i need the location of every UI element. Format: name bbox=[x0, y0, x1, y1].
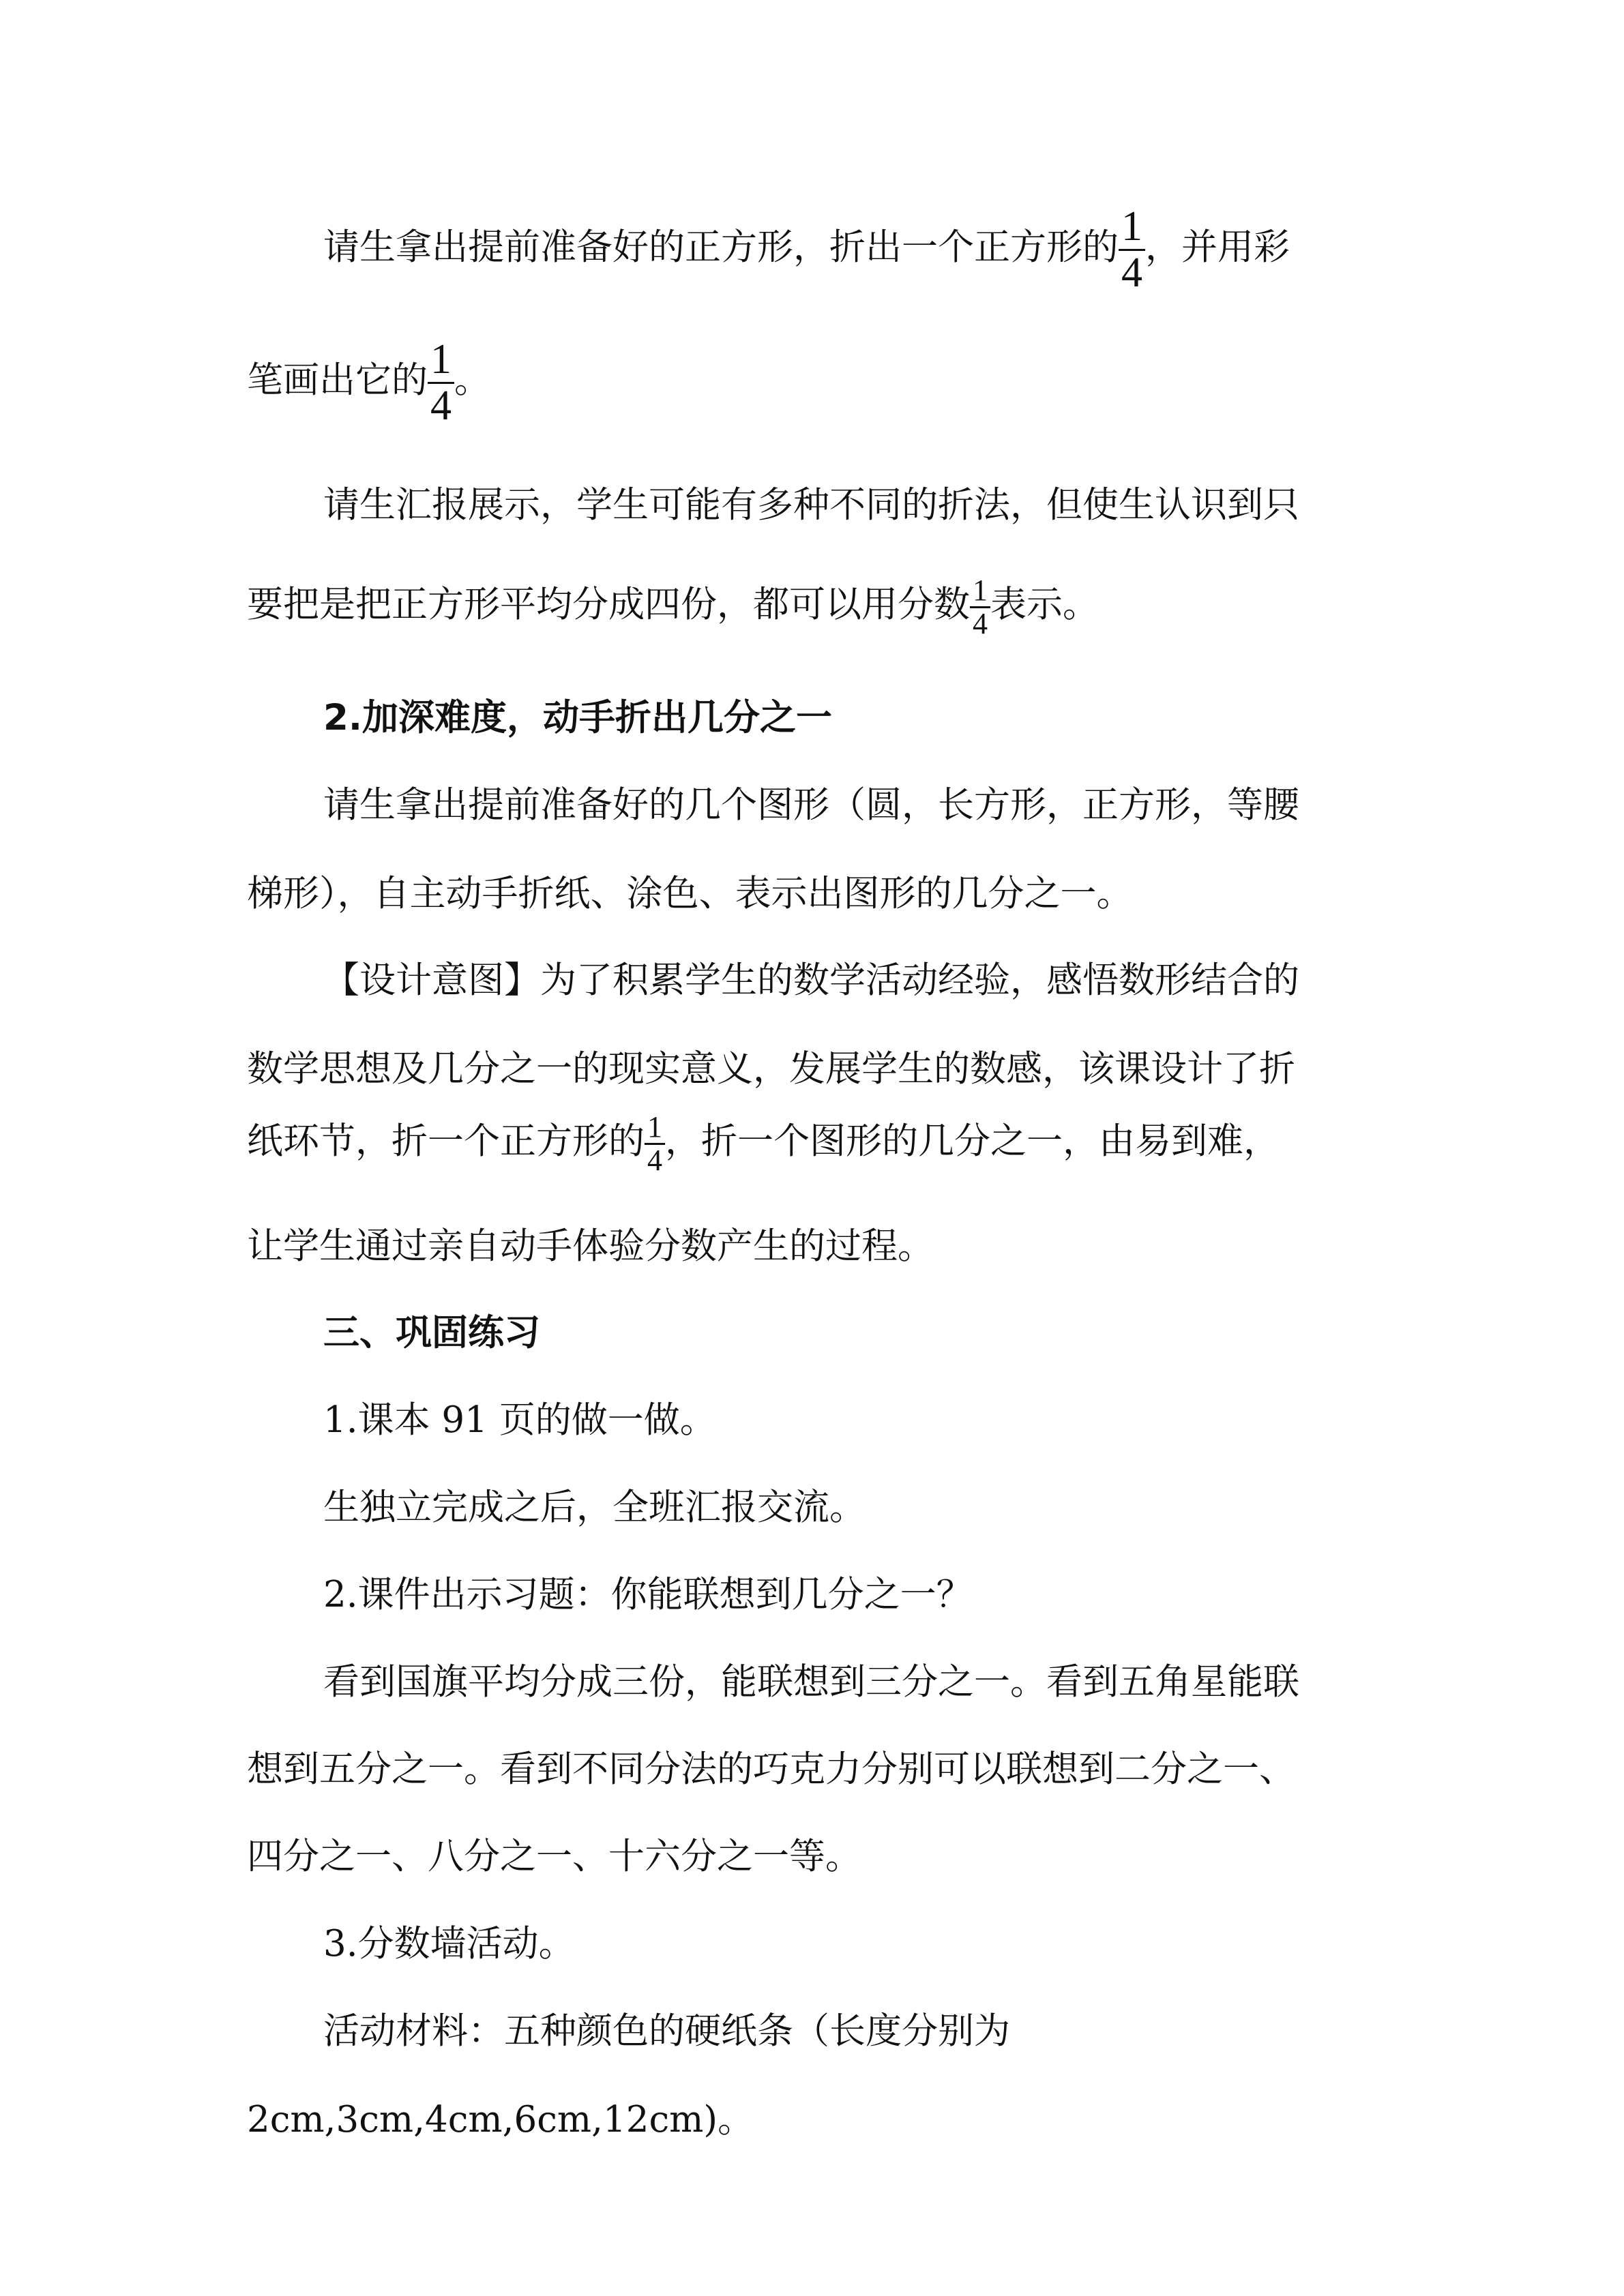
step-1: 1.课本 91 页的做一做。 bbox=[323, 1399, 716, 1441]
paragraph-design-intent-4: 让学生通过亲自动手体验分数产生的过程。 bbox=[247, 1225, 934, 1267]
paragraph-report: 请生汇报展示，学生可能有多种不同的折法，但使生认识到只 bbox=[323, 484, 1299, 526]
paragraph-associate-2: 想到五分之一。看到不同分法的巧克力分别可以联想到二分之一、 bbox=[247, 1748, 1295, 1790]
paragraph-fold-square-cont: 笔画出它的 $\frac{1}{4}$ 。 bbox=[247, 336, 490, 430]
fraction-one-quarter: $\frac{1}{4}$ bbox=[970, 575, 990, 640]
paragraph-shapes: 请生拿出提前准备好的几个图形（圆，长方形，正方形，等腰 bbox=[323, 784, 1299, 826]
step-2: 2.课件出示习题：你能联想到几分之一？ bbox=[323, 1574, 973, 1615]
step-1-note: 生独立完成之后，全班汇报交流。 bbox=[323, 1487, 866, 1528]
paragraph-materials-cont: 2cm,3cm,4cm,6cm,12cm)。 bbox=[247, 2099, 754, 2141]
fraction-one-quarter: $\frac{1}{4}$ bbox=[645, 1112, 665, 1176]
paragraph-design-intent-3: 纸环节，折一个正方形的 $\frac{1}{4}$ ，折一个图形的几分之一，由易到难， bbox=[247, 1110, 1280, 1178]
paragraph-fold-square: 请生拿出提前准备好的正方形，折出一个正方形的 $\frac{1}{4}$ ，并用彩 bbox=[323, 203, 1290, 297]
fraction-one-quarter: $\frac{1}{4}$ bbox=[428, 338, 454, 428]
paragraph-shapes-cont: 梯形），自主动手折纸、涂色、表示出图形的几分之一。 bbox=[247, 873, 1133, 914]
paragraph-materials: 活动材料：五种颜色的硬纸条（长度分别为 bbox=[323, 2010, 1010, 2052]
fraction-one-quarter: $\frac{1}{4}$ bbox=[1119, 205, 1145, 295]
section-heading-2: 2.加深难度，动手折出几分之一 bbox=[323, 697, 833, 739]
section-heading-3: 三、巩固练习 bbox=[323, 1312, 540, 1354]
paragraph-design-intent: 【设计意图】为了积累学生的数学活动经验，感悟数形结合的 bbox=[323, 959, 1299, 1001]
paragraph-report-cont: 要把是把正方形平均分成四份，都可以用分数 $\frac{1}{4}$ 表示。 bbox=[247, 573, 1099, 641]
paragraph-associate: 看到国旗平均分成三份，能联想到三分之一。看到五角星能联 bbox=[323, 1661, 1299, 1703]
paragraph-associate-3: 四分之一、八分之一、十六分之一等。 bbox=[247, 1836, 861, 1877]
step-3: 3.分数墙活动。 bbox=[323, 1923, 575, 1965]
paragraph-design-intent-2: 数学思想及几分之一的现实意义，发展学生的数感，该课设计了折 bbox=[247, 1048, 1295, 1090]
